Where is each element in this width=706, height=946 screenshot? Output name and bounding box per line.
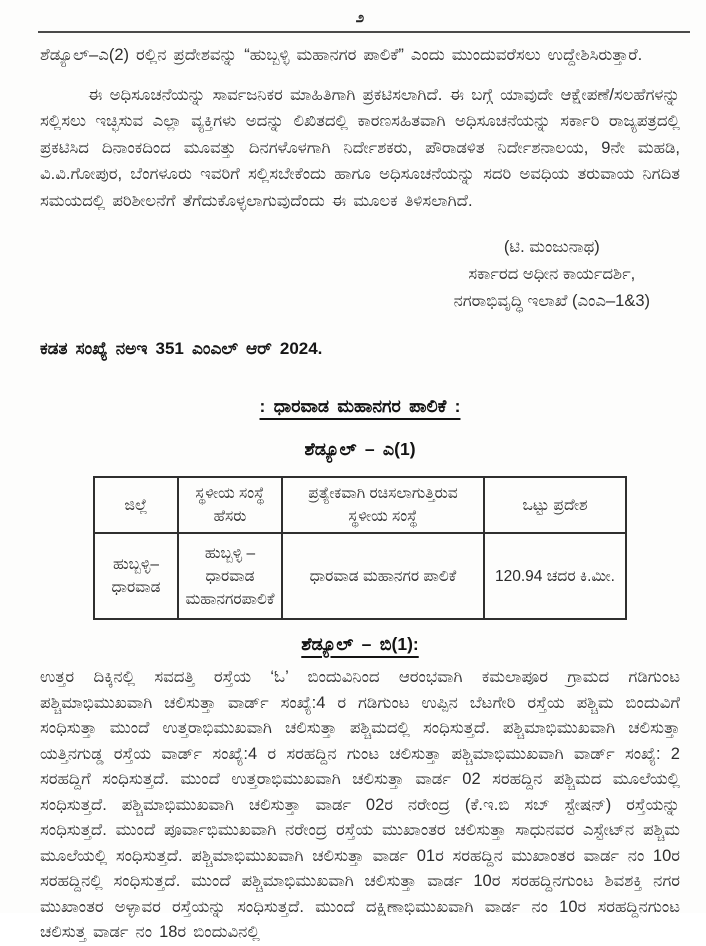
cell-district: ಹುಬ್ಬಳ್ಳಿ–ಧಾರವಾಡ xyxy=(94,533,178,619)
table-header-row xyxy=(94,477,626,533)
heading-corporation: : ಧಾರವಾಡ ಮಹಾನಗರ ಪಾಲಿಕೆ : xyxy=(259,396,461,416)
cell-local-body-name: ಹುಬ್ಬಳ್ಳಿ – ಧಾರವಾಡ ಮಹಾನಗರಪಾಲಿಕೆ xyxy=(178,533,282,619)
signature-department: ನಗರಾಭಿವೃದ್ಧಿ ಇಲಾಖೆ (ಎಂಎ–1&3) xyxy=(453,292,650,310)
signature-designation: ಸರ್ಕಾರದ ಅಧೀನ ಕಾರ್ಯದರ್ಶಿ, xyxy=(468,265,636,283)
schedule-a-table xyxy=(93,476,627,620)
cell-newly-formed-local-body: ಧಾರವಾಡ ಮಹಾನಗರ ಪಾಲಿಕೆ xyxy=(282,533,484,619)
table-row xyxy=(94,533,626,619)
file-number: ಕಡತ ಸಂಖ್ಯೆ ನಅಇ 351 ಎಂಎಲ್ ಆರ್ 2024. xyxy=(40,339,323,358)
heading-schedule-b: ಶೆಡ್ಯೂಲ್ – ಬಿ(1): xyxy=(301,634,419,654)
paragraph-continuation: ಶೆಡ್ಯೂಲ್–ಎ(2) ರಲ್ಲಿನ ಪ್ರದೇಶವನ್ನು “ಹುಬ್ಬಳ್ಳಿ ಮಹಾನಗರ ಪಾಲಿಕೆ” ಎಂದು ಮುಂದುವರೆಸಲು ಉದ್ದೇಶಿಸಿರುತ್ತಾರೆ. xyxy=(40,46,643,64)
cell-total-area: 120.94 ಚದರ ಕಿ.ಮೀ. xyxy=(484,533,626,619)
table-header-newly-formed-local-body: ಪ್ರತ್ಯೇಕವಾಗಿ ರಚಿಸಲಾಗುತ್ತಿರುವ ಸ್ಥಳೀಯ ಸಂಸ್ಥೆ xyxy=(282,477,484,533)
paragraph-notification: ಈ ಅಧಿಸೂಚನೆಯನ್ನು ಸಾರ್ವಜನಿಕರ ಮಾಹಿತಿಗಾಗಿ ಪ್ರಕಟಿಸಲಾಗಿದೆ. ಈ ಬಗ್ಗೆ ಯಾವುದೇ ಆಕ್ಷೇಪಣೆ/ಸಲಹೆಗಳನ್ನು ಸಲ್ಲಿಸಲು ಇಚ್ಛಿಸುವ ಎಲ್ಲಾ ವ್ಯಕ್ತಿಗಳು ಅದನ್ನು ಲಿಖಿತದಲ್ಲಿ ಕಾರಣಸಹಿತವಾಗಿ ಅಧಿಸೂಚನೆಯನ್ನು ಸರ್ಕಾರಿ ರಾಜ್ಯಪತ್ರದಲ್ಲಿ ಪ್ರಕಟಿಸಿದ ದಿನಾಂಕದಿಂದ ಮೂವತ್ತು ದಿನಗಳೊಳಗಾಗಿ ನಿರ್ದೇಶಕರು, ಪೌರಾಡಳಿತ ನಿರ್ದೇಶನಾಲಯ, 9ನೇ ಮಹಡಿ, ವಿ.ವಿ.ಗೋಪುರ, ಬೆಂಗಳೂರು ಇವರಿಗೆ ಸಲ್ಲಿಸಬೇಕೆಂದು ಹಾಗೂ ಅಧಿಸೂಚನೆಯನ್ನು ಸದರಿ ಅವಧಿಯ ತರುವಾಯ ನಿಗದಿತ ಸಮಯದಲ್ಲಿ ಪರಿಶೀಲನೆಗೆ ತೆಗೆದುಕೊಳ್ಳಲಾಗುವುದೆಂದು ಈ ಮೂಲಕ ತಿಳಿಸಲಾಗಿದೆ. xyxy=(40,85,680,210)
signature-name: (ಟಿ. ಮಂಜುನಾಥ) xyxy=(503,238,600,256)
signature-block xyxy=(454,234,650,315)
page-number: ೨ xyxy=(355,9,365,26)
table-header-local-body-name: ಸ್ಥಳೀಯ ಸಂಸ್ಥೆ ಹೆಸರು xyxy=(178,477,282,533)
heading-schedule-a: ಶೆಡ್ಯೂಲ್ – ಎ(1) xyxy=(304,439,416,459)
table-header-district: ಜಿಲ್ಲೆ xyxy=(94,477,178,533)
table-header-total-area: ಒಟ್ಟು ಪ್ರದೇಶ xyxy=(484,477,626,533)
paragraph-schedule-b-description: ಉತ್ತರ ದಿಕ್ಕಿನಲ್ಲಿ ಸವದತ್ತಿ ರಸ್ತೆಯ ‘ಓ’ ಬಿಂದುವಿನಿಂದ ಆರಂಭವಾಗಿ ಕಮಲಾಪೂರ ಗ್ರಾಮದ ಗಡಿಗುಂಟ ಪಶ್ಚಿಮಾಭಿಮುಖವಾಗಿ ಚಲಿಸುತ್ತಾ ವಾರ್ಡ್ ಸಂಖ್ಯೆ:4 ರ ಗಡಿಗುಂಟ ಉಪ್ಪಿನ ಬೆಟಗೇರಿ ರಸ್ತೆಯ ಪಶ್ಚಿಮ ಬಿಂದುವಿಗೆ ಸಂಧಿಸುತ್ತಾ ಮುಂದೆ ಉತ್ತರಾಭಿಮುಖವಾಗಿ ಚಲಿಸುತ್ತಾ ಪಶ್ಚಿಮದಲ್ಲಿ ಸಂಧಿಸುತ್ತದೆ. ಪಶ್ಚಿಮಾಭಿಮುಖವಾಗಿ ಚಲಿಸುತ್ತಾ ಯತ್ತಿನಗುಡ್ಡ ರಸ್ತೆಯ ವಾರ್ಡ್ ಸಂಖ್ಯೆ:4 ರ ಸರಹದ್ದಿನ ಗುಂಟ ಚಲಿಸುತ್ತಾ ಪಶ್ಚಿಮಾಭಿಮುಖವಾಗಿ ವಾರ್ಡ್ ಸಂಖ್ಯೆ: 2 ಸರಹದ್ದಿಗೆ ಸಂಧಿಸುತ್ತದೆ. ಮುಂದೆ ಉತ್ತರಾಭಿಮುಖವಾಗಿ ಚಲಿಸುತ್ತಾ ವಾರ್ಡ 02 ಸರಹದ್ದಿನ ಪಶ್ಚಿಮದ ಮೂಲೆಯಲ್ಲಿ ಸಂಧಿಸುತ್ತದೆ. ಪಶ್ಚಿಮಾಭಿಮುಖವಾಗಿ ಚಲಿಸುತ್ತಾ ವಾರ್ಡ 02ರ ನರೇಂದ್ರ (ಕೆ.ಇ.ಬಿ ಸಬ್ ಸ್ಟೇಷನ್) ರಸ್ತೆಯನ್ನು ಸಂಧಿಸುತ್ತದೆ. ಮುಂದೆ ಪೂರ್ವಾಭಿಮುಖವಾಗಿ ನರೇಂದ್ರ ರಸ್ತೆಯ ಮುಖಾಂತರ ಚಲಿಸುತ್ತಾ ಸಾಧುನವರ ಎಸ್ಟೇಟ್‌ನ ಪಶ್ಚಿಮ ಮೂಲೆಯಲ್ಲಿ ಸಂಧಿಸುತ್ತದೆ. ಪಶ್ಚಿಮಾಭಿಮುಖವಾಗಿ ಚಲಿಸುತ್ತಾ ವಾರ್ಡ 01ರ ಸರಹದ್ದಿನ ಮುಖಾಂತರ ವಾರ್ಡ ನಂ 10ರ ಸರಹದ್ದಿನಲ್ಲಿ ಸಂಧಿಸುತ್ತದೆ. ಮುಂದೆ ಪಶ್ಚಿಮಾಭಿಮುಖವಾಗಿ ಚಲಿಸುತ್ತಾ ವಾರ್ಡ 10ರ ಸರಹದ್ದಿನಗುಂಟ ಶಿವಶಕ್ತಿ ನಗರ ಮುಖಾಂತರ ಅಳ್ಳಾವರ ರಸ್ತೆಯನ್ನು ಸಂಧಿಸುತ್ತದೆ. ಮುಂದೆ ದಕ್ಷಿಣಾಭಿಮುಖವಾಗಿ ವಾರ್ಡ ನಂ 10ರ ಸರಹದ್ದಿನಗುಂಟ ಚಲಿಸುತ್ತ ವಾರ್ಡ ನಂ 18ರ ಬಿಂದುವಿನಲ್ಲಿ xyxy=(40,668,680,941)
header-rule xyxy=(38,31,690,33)
